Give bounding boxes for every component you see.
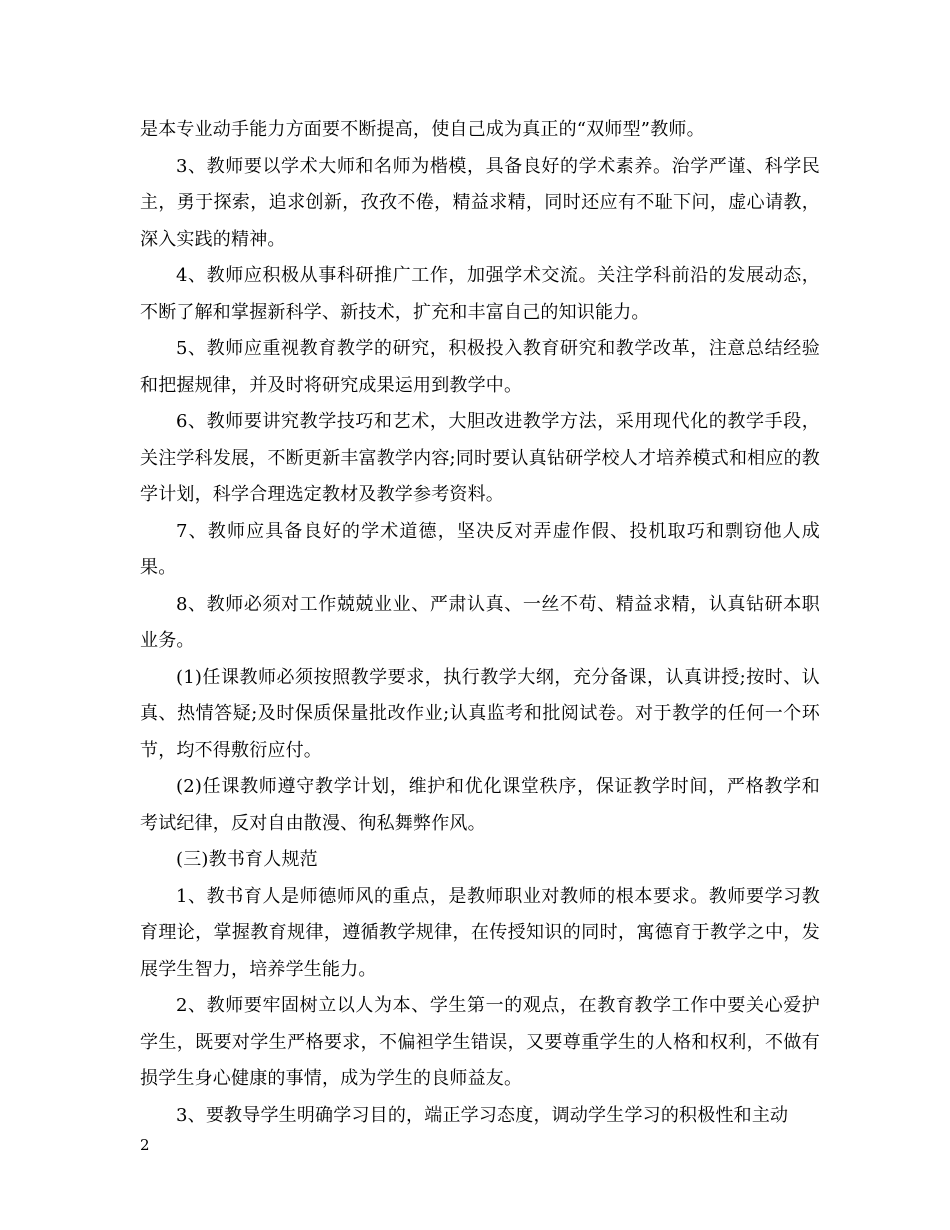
paragraph-subitem-2: (2)任课教师遵守教学计划，维护和优化课堂秩序，保证教学时间，严格教学和考试纪律，反对自由散漫、徇私舞弊作风。 [140,776,820,834]
paragraph-section-item-3: 3、要教导学生明确学习目的，端正学习态度，调动学生学习的积极性和主动 [176,1104,789,1126]
section-heading: (三)教书育人规范 [176,849,318,870]
document-body [140,112,820,1134]
paragraph-item-8: 8、教师必须对工作兢兢业业、严肃认真、一丝不苟、精益求精，认真钻研本职业务。 [140,593,820,651]
paragraph-continuation: 是本专业动手能力方面要不断提高，使自己成为真正的“双师型”教师。 [140,119,705,140]
page-number: 2 [140,1136,150,1154]
paragraph-section-item-2: 2、教师要牢固树立以人为本、学生第一的观点，在教育教学工作中要关心爱护学生，既要对学生严格要求，不偏袒学生错误，又要尊重学生的人格和权利，不做有损学生身心健康的事情，成为学生的良师益友。 [140,995,820,1089]
paragraph-item-6: 6、教师要讲究教学技巧和艺术，大胆改进教学方法，采用现代化的教学手段，关注学科发展，不断更新丰富教学内容;同时要认真钻研学校人才培养模式和相应的教学计划，科学合理选定教材及教学参考资料。 [140,411,820,505]
paragraph-subitem-1: (1)任课教师必须按照教学要求，执行教学大纲，充分备课，认真讲授;按时、认真、热情答疑;及时保质保量批改作业;认真监考和批阅试卷。对于教学的任何一个环节，均不得敷衍应付。 [140,666,820,761]
paragraph-item-5: 5、教师应重视教育教学的研究，积极投入教育研究和教学改革，注意总结经验和把握规律，并及时将研究成果运用到教学中。 [140,338,820,396]
paragraph-item-4: 4、教师应积极从事科研推广工作，加强学术交流。关注学科前沿的发展动态，不断了解和掌握新科学、新技术，扩充和丰富自己的知识能力。 [140,265,820,323]
paragraph-section-item-1: 1、教书育人是师德师风的重点，是教师职业对教师的根本要求。教师要学习教育理论，掌握教育规律，遵循教学规律，在传授知识的同时，寓德育于教学之中，发展学生智力，培养学生能力。 [140,885,820,980]
paragraph-item-7: 7、教师应具备良好的学术道德，坚决反对弄虚作假、投机取巧和剽窃他人成果。 [140,520,820,578]
paragraph-item-3: 3、教师要以学术大师和名师为楷模，具备良好的学术素养。治学严谨、科学民主，勇于探索，追求创新，孜孜不倦，精益求精，同时还应有不耻下问，虚心请教，深入实践的精神。 [140,155,820,250]
